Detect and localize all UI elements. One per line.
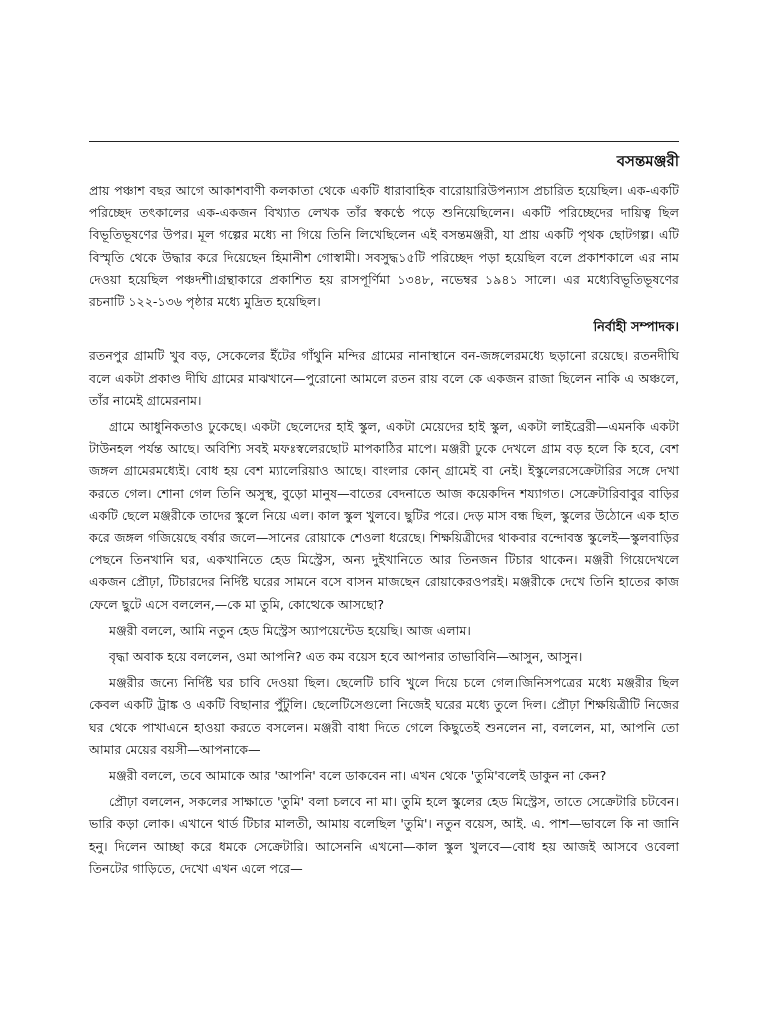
- editor-intro-paragraph: প্রায় পঞ্চাশ বছর আগে আকাশবাণী কলকাতা থেকে একটি ধারাবাহিক বারোয়ারিউপন্যাস প্রচারিত হয়েছিল। এক-একটি পরিচ্ছেদ তৎকালের এক-একজন বিখ্যাত লেখক তাঁর স্বকণ্ঠে পড়ে শুনিয়েছিলেন। একটি পরিচ্ছেদের দায়িত্ব ছিল বিভূতিভূষণের উপর। মূল গল্পের মধ্যে না গিয়ে তিনি লিখেছিলেন এই বসন্তমঞ্জরী, যা প্রায় একটি পৃথক ছোটগল্প। এটি বিস্মৃতি থেকে উদ্ধার করে দিয়েছেন হিমানীশ গোস্বামী। সবসুদ্ধ১৫টি পরিচ্ছেদ পড়া হয়েছিল বলে প্রকাশকালে এর নাম দেওয়া হয়েছিল পঞ্চদশী।গ্রন্থাকারে প্রকাশিত হয় রাসপূর্ণিমা ১৩৪৮, নভেম্বর ১৯৪১ সালে। এর মধ্যেবিভূতিভূষণের রচনাটি ১২২-১৩৬ পৃষ্ঠার মধ্যে মুদ্রিত হয়েছিল।: [89, 183, 679, 310]
- story-paragraph: বৃদ্ধা অবাক হয়ে বললেন, ওমা আপনি? এত কম বয়েস হবে আপনার তাভাবিনি—আসুন, আসুন।: [109, 649, 583, 665]
- story-paragraph: মঞ্জরীর জন্যে নির্দিষ্ট ঘর চাবি দেওয়া ছিল। ছেলেটি চাবি খুলে দিয়ে চলে গেল।জিনিসপত্রের মধ্যে মঞ্জরীর ছিল কেবল একটি ট্রাঙ্ক ও একটি বিছানার পুঁটুলি। ছেলেটিসেগুলো নিজেই ঘরের মধ্যে তুলে দিল। প্রৌঢ়া শিক্ষয়িত্রীটি নিজের ঘর থেকে পাখাএনে হাওয়া করতে বসলেন। মঞ্জরী বাধা দিতে গেলে কিছুতেই শুনলেন না, বললেন, মা, আপনি তো আমার মেয়ের বয়সী—আপনাকে—: [89, 675, 679, 757]
- story-paragraph: মঞ্জরী বললে, আমি নতুন হেড মিস্ট্রেস অ্যাপয়েন্টেড হয়েছি। আজ এলাম।: [109, 622, 471, 638]
- story-paragraph: প্রৌঢ়া বললেন, সকলের সাক্ষাতে 'তুমি' বলা চলবে না মা। তুমি হলে স্কুলের হেড মিস্ট্রেস, তাতে সেক্রেটারি চটবেন। ভারি কড়া লোক। এখানে থার্ড টিচার মালতী, আমায় বলেছিল 'তুমি'। নতুন বয়েস, আই. এ. পাশ—ভাবলে কি না জানি হনু। দিলেন আচ্ছা করে ধমকে সেক্রেটারি। আসেননি এখনো—কাল স্কুল খুলবে—বোধ হয় আজই আসবে ওবেলা তিনটের গাড়িতে, দেখো এখন এলে পরে—: [89, 794, 679, 876]
- story-title: বসন্তমঞ্জরী: [616, 152, 679, 170]
- header-rule: [89, 141, 679, 142]
- story-paragraph: মঞ্জরী বললে, তবে আমাকে আর 'আপনি' বলে ডাকবেন না। এখন থেকে 'তুমি'বলেই ডাকুন না কেন?: [109, 768, 607, 784]
- editor-signature: নির্বাহী সম্পাদক।: [593, 320, 679, 336]
- story-paragraph: রতনপুর গ্রামটি খুব বড়, সেকেলের ইঁটের গাঁথুনি মন্দির গ্রামের নানাস্থানে বন-জঙ্গলেরমধ্যে ছড়ানো রয়েছে। রতনদীঘি বলে একটা প্রকাণ্ড দীঘি গ্রামের মাঝখানে—পুরোনো আমলে রতন রায় বলে কে একজন রাজা ছিলেন নাকি এ অঞ্চলে, তাঁর নামেই গ্রামেরনাম।: [89, 348, 679, 408]
- document-body: [89, 180, 679, 884]
- story-paragraph: গ্রামে আধুনিকতাও ঢুকেছে। একটা ছেলেদের হাই স্কুল, একটা মেয়েদের হাই স্কুল, একটা লাইব্রেরী—এমনকি একটা টাউনহল পর্যন্ত আছে। অবিশ্যি সবই মফঃস্বলেরছোট মাপকাঠির মাপে। মঞ্জরী ঢুকে দেখলে গ্রাম বড় হলে কি হবে, বেশ জঙ্গল গ্রামেরমধ্যেই। বোধ হয় বেশ ম্যালেরিয়াও আছে। বাংলার কোন্ গ্রামেই বা নেই। ইস্কুলেরসেক্রেটারির সঙ্গে দেখা করতে গেল। শোনা গেল তিনি অসুস্থ, বুড়ো মানুষ—বাতের বেদনাতে আজ কয়েকদিন শয্যাগত। সেক্রেটারিবাবুর বাড়ির একটি ছেলে মঞ্জরীকে তাদের স্কুলে নিয়ে এল। কাল স্কুল খুলবে। ছুটির পরে। দেড় মাস বন্ধ ছিল, স্কুলের উঠোনে এক হাত করে জঙ্গল গজিয়েছে বর্ষার জলে—সানের রোয়াকে শেওলা ধরেছে। শিক্ষয়িত্রীদের থাকবার বন্দোবস্ত স্কুলেই—স্কুলবাড়ির পেছনে তিনখানি ঘর, একখানিতে হেড মিস্ট্রেস, অন্য দুইখানিতে আর তিনজন টিচার থাকেন। মঞ্জরী গিয়েদেখলে একজন প্রৌঢ়া, টিচারদের নির্দিষ্ট ঘরের সামনে বসে বাসন মাজছেন রোয়াকেরওপরই। মঞ্জরীকে দেখে তিনি হাতের কাজ ফেলে ছুটে এসে বললেন,—কে মা তুমি, কোত্থেকে আসছো?: [89, 419, 679, 612]
